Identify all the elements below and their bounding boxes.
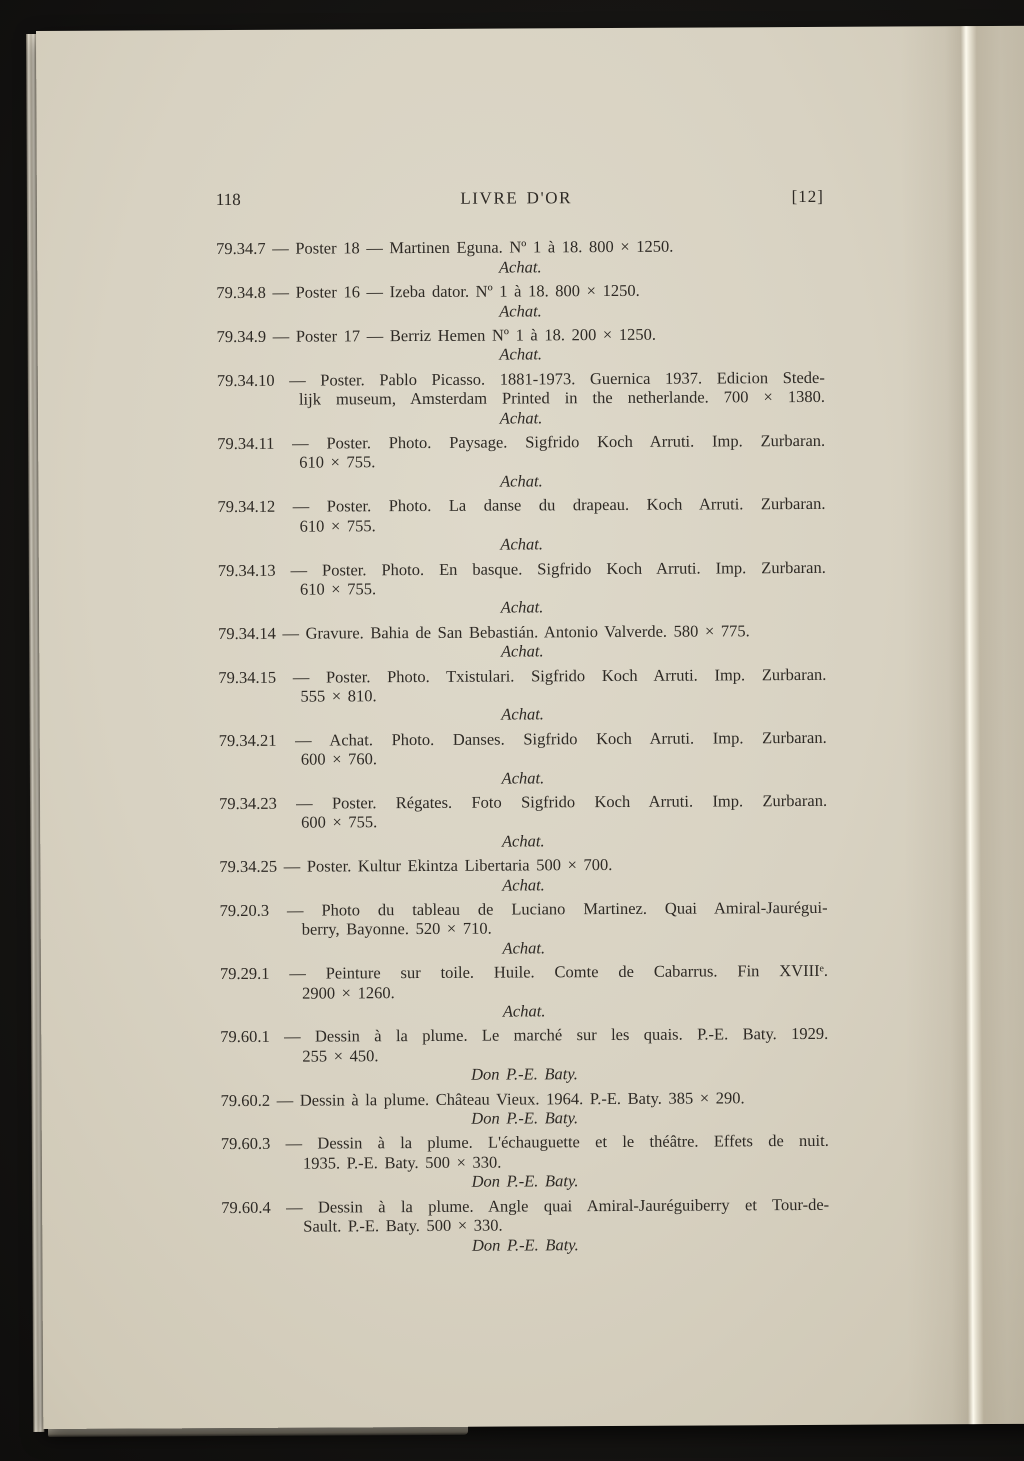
entry-attribution: Achat. xyxy=(502,938,546,958)
catalog-entry xyxy=(219,728,827,789)
entry-first-line: 79.34.10 — Poster. Pablo Picasso. 1881-1973. Guernica 1937. Edicion Stede- xyxy=(216,367,825,390)
entry-continuation-line: 255 × 450. xyxy=(302,1046,379,1066)
entry-first-line: 79.60.3 — Dessin à la plume. L'échauguette et le théâtre. Effets de nuit. xyxy=(220,1131,829,1154)
page-number: 118 xyxy=(215,189,241,210)
entry-first-line: 79.34.14 — Gravure. Bahia de San Bebastián. Antonio Valverde. 580 × 775. xyxy=(218,620,750,643)
entry-continuation-line: lijk museum, Amsterdam Printed in the netherlande. 700 × 1380. xyxy=(298,387,825,409)
page-title: LIVRE D'OR xyxy=(460,188,573,208)
entry-attribution: Achat. xyxy=(501,704,544,724)
entry-first-line: 79.60.1 — Dessin à la plume. Le marché sur les quais. P.-E. Baty. 1929. xyxy=(220,1024,829,1047)
catalog-entry xyxy=(217,324,825,366)
entry-number: 79.34.12 xyxy=(217,497,276,517)
entry-number: 79.34.10 xyxy=(216,370,275,390)
entry-continuation-line: 610 × 755. xyxy=(299,452,376,473)
entry-number: 79.34.14 xyxy=(218,623,276,643)
catalog-entry xyxy=(219,854,827,896)
entry-first-line: 79.60.4 — Dessin à la plume. Angle quai Amiral-Jauréguiberry et Tour-de- xyxy=(221,1194,830,1217)
entry-first-line: 79.60.2 — Dessin à la plume. Château Vieux. 1964. P.-E. Baty. 385 × 290. xyxy=(220,1087,745,1110)
entry-continuation-line: 610 × 755. xyxy=(299,579,377,599)
entry-first-line: 79.34.23 — Poster. Régates. Foto Sigfrido Koch Arruti. Imp. Zurbaran. xyxy=(218,790,828,814)
catalog-entry xyxy=(219,791,827,852)
entry-continuation-line: 1935. P.-E. Baty. 500 × 330. xyxy=(302,1152,502,1173)
catalog-entry xyxy=(217,431,825,492)
entry-attribution: Achat. xyxy=(500,471,543,491)
entry-number: 79.34.15 xyxy=(218,667,277,687)
entry-number: 79.60.4 xyxy=(221,1197,271,1217)
catalog-entry xyxy=(220,961,828,1022)
entry-first-line: 79.34.13 — Poster. Photo. En basque. Sigfrido Koch Arruti. Imp. Zurbaran. xyxy=(217,557,826,580)
catalog-entry xyxy=(218,621,826,663)
entry-attribution: Achat. xyxy=(499,300,542,321)
entry-first-line: 79.34.7 — Poster 18 — Martinen Eguna. Nº 1 à 18. 800 × 1250. xyxy=(216,237,674,259)
entry-continuation-line: Sault. P.-E. Baty. 500 × 330. xyxy=(303,1215,503,1236)
entry-attribution: Achat. xyxy=(502,1001,546,1021)
entry-number: 79.34.21 xyxy=(218,730,277,750)
catalog-entry xyxy=(217,368,825,429)
entry-attribution: Achat. xyxy=(499,408,543,428)
entry-first-line: 79.34.12 — Poster. Photo. La danse du drapeau. Koch Arruti. Zurbaran. xyxy=(217,494,826,517)
entry-continuation-line: 600 × 760. xyxy=(300,749,378,769)
entry-number: 79.29.1 xyxy=(219,964,270,984)
entry-attribution: Achat. xyxy=(501,767,545,788)
entry-continuation-line: berry, Bayonne. 520 × 710. xyxy=(301,919,492,940)
catalog-entry xyxy=(220,898,828,959)
entry-first-line: 79.29.1 — Peinture sur toile. Huile. Comte de Cabarrus. Fin XVIIIᵉ. xyxy=(219,961,828,984)
entry-attribution: Achat. xyxy=(498,257,542,277)
page-header xyxy=(216,187,824,210)
entry-continuation-line: 555 × 810. xyxy=(300,686,377,706)
catalog-entry xyxy=(221,1088,829,1130)
catalog-entries xyxy=(216,236,829,1256)
catalog-entry xyxy=(221,1131,829,1192)
catalog-entry xyxy=(221,1195,829,1256)
entry-attribution: Achat. xyxy=(500,534,544,554)
entry-number: 79.20.3 xyxy=(219,900,270,921)
entry-number: 79.34.23 xyxy=(218,793,277,814)
entry-first-line: 79.34.9 — Poster 17 — Berriz Hemen Nº 1 à 18. 200 × 1250. xyxy=(216,324,656,347)
page-content xyxy=(216,187,830,1261)
page-gutter-shadow xyxy=(900,26,1024,1425)
entry-number: 79.34.25 xyxy=(219,856,278,877)
entry-number: 79.60.3 xyxy=(220,1134,271,1154)
issue-number: [12] xyxy=(791,186,824,207)
entry-number: 79.60.2 xyxy=(220,1090,271,1110)
entry-attribution: Don P.-E. Baty. xyxy=(470,1064,578,1084)
entry-attribution: Achat. xyxy=(502,874,545,895)
catalog-entry xyxy=(218,664,826,725)
entry-first-line: 79.34.11 — Poster. Photo. Paysage. Sigfrido Koch Arruti. Imp. Zurbaran. xyxy=(217,430,826,454)
entry-attribution: Don P.-E. Baty. xyxy=(471,1171,579,1192)
entry-number: 79.34.9 xyxy=(216,326,267,347)
entry-first-line: 79.20.3 — Photo du tableau de Luciano Martinez. Quai Amiral-Jaurégui- xyxy=(219,897,828,921)
entry-attribution: Achat. xyxy=(499,344,543,365)
catalog-entry xyxy=(218,557,826,618)
catalog-entry xyxy=(220,1024,828,1085)
entry-number: 79.34.11 xyxy=(217,433,275,454)
entry-first-line: 79.34.8 — Poster 16 — Izeba dator. Nº 1 à 18. 800 × 1250. xyxy=(216,281,640,303)
entry-number: 79.34.13 xyxy=(217,560,276,580)
entry-first-line: 79.34.21 — Achat. Photo. Danses. Sigfrido Koch Arruti. Imp. Zurbaran. xyxy=(218,727,827,750)
entry-first-line: 79.34.15 — Poster. Photo. Txistulari. Sigfrido Koch Arruti. Imp. Zurbaran. xyxy=(218,664,827,687)
entry-attribution: Don P.-E. Baty. xyxy=(471,1108,579,1128)
entry-number: 79.60.1 xyxy=(220,1027,270,1047)
entry-first-line: 79.34.25 — Poster. Kultur Ekintza Libertaria 500 × 700. xyxy=(219,855,613,877)
entry-attribution: Achat. xyxy=(500,641,544,661)
catalog-entry xyxy=(216,236,824,278)
entry-attribution: Achat. xyxy=(501,831,545,851)
entry-continuation-line: 600 × 755. xyxy=(301,812,378,832)
entry-attribution: Achat. xyxy=(500,597,544,617)
catalog-entry xyxy=(217,494,825,555)
entry-number: 79.34.8 xyxy=(216,283,266,303)
entry-attribution: Don P.-E. Baty. xyxy=(471,1234,579,1255)
entry-continuation-line: 610 × 755. xyxy=(299,515,376,536)
entry-continuation-line: 2900 × 1260. xyxy=(301,982,395,1003)
book-page xyxy=(36,26,1024,1429)
catalog-entry xyxy=(216,280,824,322)
entry-number: 79.34.7 xyxy=(216,239,266,259)
